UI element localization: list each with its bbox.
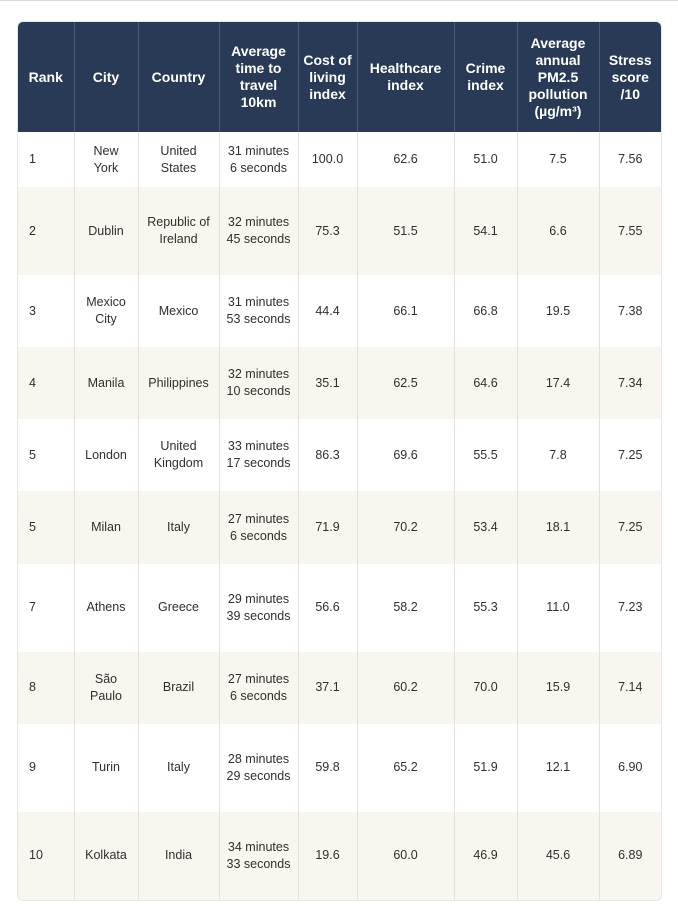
cell-crime: 64.6 <box>454 347 517 419</box>
cell-city: Milan <box>74 491 138 563</box>
cell-stress-score: 7.25 <box>599 491 661 563</box>
cell-crime: 46.9 <box>454 812 517 900</box>
cell-healthcare: 69.6 <box>357 419 454 491</box>
cell-city: Dublin <box>74 187 138 275</box>
cell-healthcare: 60.0 <box>357 812 454 900</box>
cell-city: London <box>74 419 138 491</box>
table-row <box>18 419 661 491</box>
cell-country: India <box>138 812 219 900</box>
table-row <box>18 491 661 563</box>
cell-cost-of-living: 37.1 <box>298 652 357 724</box>
cell-country: United Kingdom <box>138 419 219 491</box>
header-pollution: Average annual PM2.5 pollution (µg/m³) <box>517 22 599 132</box>
cell-healthcare: 58.2 <box>357 564 454 652</box>
cell-crime: 70.0 <box>454 652 517 724</box>
table-row <box>18 812 661 900</box>
cell-pollution: 45.6 <box>517 812 599 900</box>
cell-stress-score: 6.89 <box>599 812 661 900</box>
table-row <box>18 275 661 347</box>
header-country: Country <box>138 22 219 132</box>
stress-ranking-table <box>18 22 661 900</box>
cell-rank: 5 <box>18 419 74 491</box>
cell-country: Italy <box>138 724 219 812</box>
cell-rank: 2 <box>18 187 74 275</box>
cell-pollution: 19.5 <box>517 275 599 347</box>
cell-healthcare: 70.2 <box>357 491 454 563</box>
cell-stress-score: 7.55 <box>599 187 661 275</box>
cell-rank: 5 <box>18 491 74 563</box>
cell-city: São Paulo <box>74 652 138 724</box>
cell-pollution: 12.1 <box>517 724 599 812</box>
cell-travel-time: 29 minutes 39 seconds <box>219 564 298 652</box>
cell-travel-time: 32 minutes 45 seconds <box>219 187 298 275</box>
cell-pollution: 15.9 <box>517 652 599 724</box>
table-row <box>18 564 661 652</box>
cell-pollution: 7.5 <box>517 132 599 187</box>
cell-healthcare: 62.5 <box>357 347 454 419</box>
cell-crime: 53.4 <box>454 491 517 563</box>
cell-travel-time: 31 minutes 53 seconds <box>219 275 298 347</box>
cell-city: Mexico City <box>74 275 138 347</box>
cell-cost-of-living: 44.4 <box>298 275 357 347</box>
cell-crime: 51.0 <box>454 132 517 187</box>
cell-country: Greece <box>138 564 219 652</box>
cell-stress-score: 7.38 <box>599 275 661 347</box>
cell-healthcare: 65.2 <box>357 724 454 812</box>
cell-cost-of-living: 56.6 <box>298 564 357 652</box>
table-row <box>18 347 661 419</box>
cell-stress-score: 7.23 <box>599 564 661 652</box>
cell-travel-time: 31 minutes 6 seconds <box>219 132 298 187</box>
cell-healthcare: 66.1 <box>357 275 454 347</box>
cell-country: Philippines <box>138 347 219 419</box>
cell-travel-time: 28 minutes 29 seconds <box>219 724 298 812</box>
cell-city: New York <box>74 132 138 187</box>
header-travel-time: Average time to travel 10km <box>219 22 298 132</box>
cell-rank: 7 <box>18 564 74 652</box>
cell-stress-score: 7.14 <box>599 652 661 724</box>
cell-pollution: 7.8 <box>517 419 599 491</box>
cell-country: Mexico <box>138 275 219 347</box>
cell-rank: 4 <box>18 347 74 419</box>
cell-cost-of-living: 100.0 <box>298 132 357 187</box>
cell-city: Kolkata <box>74 812 138 900</box>
cell-cost-of-living: 86.3 <box>298 419 357 491</box>
cell-cost-of-living: 19.6 <box>298 812 357 900</box>
table-row <box>18 132 661 187</box>
cell-city: Athens <box>74 564 138 652</box>
cell-stress-score: 7.34 <box>599 347 661 419</box>
cell-stress-score: 7.56 <box>599 132 661 187</box>
header-cost-of-living: Cost of living index <box>298 22 357 132</box>
cell-healthcare: 60.2 <box>357 652 454 724</box>
cell-cost-of-living: 71.9 <box>298 491 357 563</box>
cell-crime: 66.8 <box>454 275 517 347</box>
cell-rank: 3 <box>18 275 74 347</box>
cell-rank: 10 <box>18 812 74 900</box>
cell-travel-time: 27 minutes 6 seconds <box>219 652 298 724</box>
table-row <box>18 652 661 724</box>
cell-pollution: 11.0 <box>517 564 599 652</box>
cell-rank: 1 <box>18 132 74 187</box>
cell-healthcare: 62.6 <box>357 132 454 187</box>
cell-travel-time: 33 minutes 17 seconds <box>219 419 298 491</box>
cell-cost-of-living: 59.8 <box>298 724 357 812</box>
header-city: City <box>74 22 138 132</box>
cell-stress-score: 6.90 <box>599 724 661 812</box>
cell-pollution: 18.1 <box>517 491 599 563</box>
cell-crime: 55.3 <box>454 564 517 652</box>
cell-travel-time: 27 minutes 6 seconds <box>219 491 298 563</box>
table-row <box>18 187 661 275</box>
cell-cost-of-living: 75.3 <box>298 187 357 275</box>
cell-country: Republic of Ireland <box>138 187 219 275</box>
cell-crime: 55.5 <box>454 419 517 491</box>
cell-travel-time: 32 minutes 10 seconds <box>219 347 298 419</box>
top-divider <box>0 0 678 1</box>
cell-country: Brazil <box>138 652 219 724</box>
header-rank: Rank <box>18 22 74 132</box>
cell-rank: 9 <box>18 724 74 812</box>
cell-country: Italy <box>138 491 219 563</box>
stress-ranking-table-container <box>17 21 662 901</box>
header-healthcare: Healthcare index <box>357 22 454 132</box>
cell-cost-of-living: 35.1 <box>298 347 357 419</box>
cell-crime: 54.1 <box>454 187 517 275</box>
header-row <box>18 22 661 132</box>
table-row <box>18 724 661 812</box>
cell-city: Turin <box>74 724 138 812</box>
cell-stress-score: 7.25 <box>599 419 661 491</box>
cell-rank: 8 <box>18 652 74 724</box>
cell-country: United States <box>138 132 219 187</box>
cell-travel-time: 34 minutes 33 seconds <box>219 812 298 900</box>
header-crime: Crime index <box>454 22 517 132</box>
cell-pollution: 6.6 <box>517 187 599 275</box>
header-stress-score: Stress score /10 <box>599 22 661 132</box>
cell-city: Manila <box>74 347 138 419</box>
cell-crime: 51.9 <box>454 724 517 812</box>
cell-healthcare: 51.5 <box>357 187 454 275</box>
cell-pollution: 17.4 <box>517 347 599 419</box>
